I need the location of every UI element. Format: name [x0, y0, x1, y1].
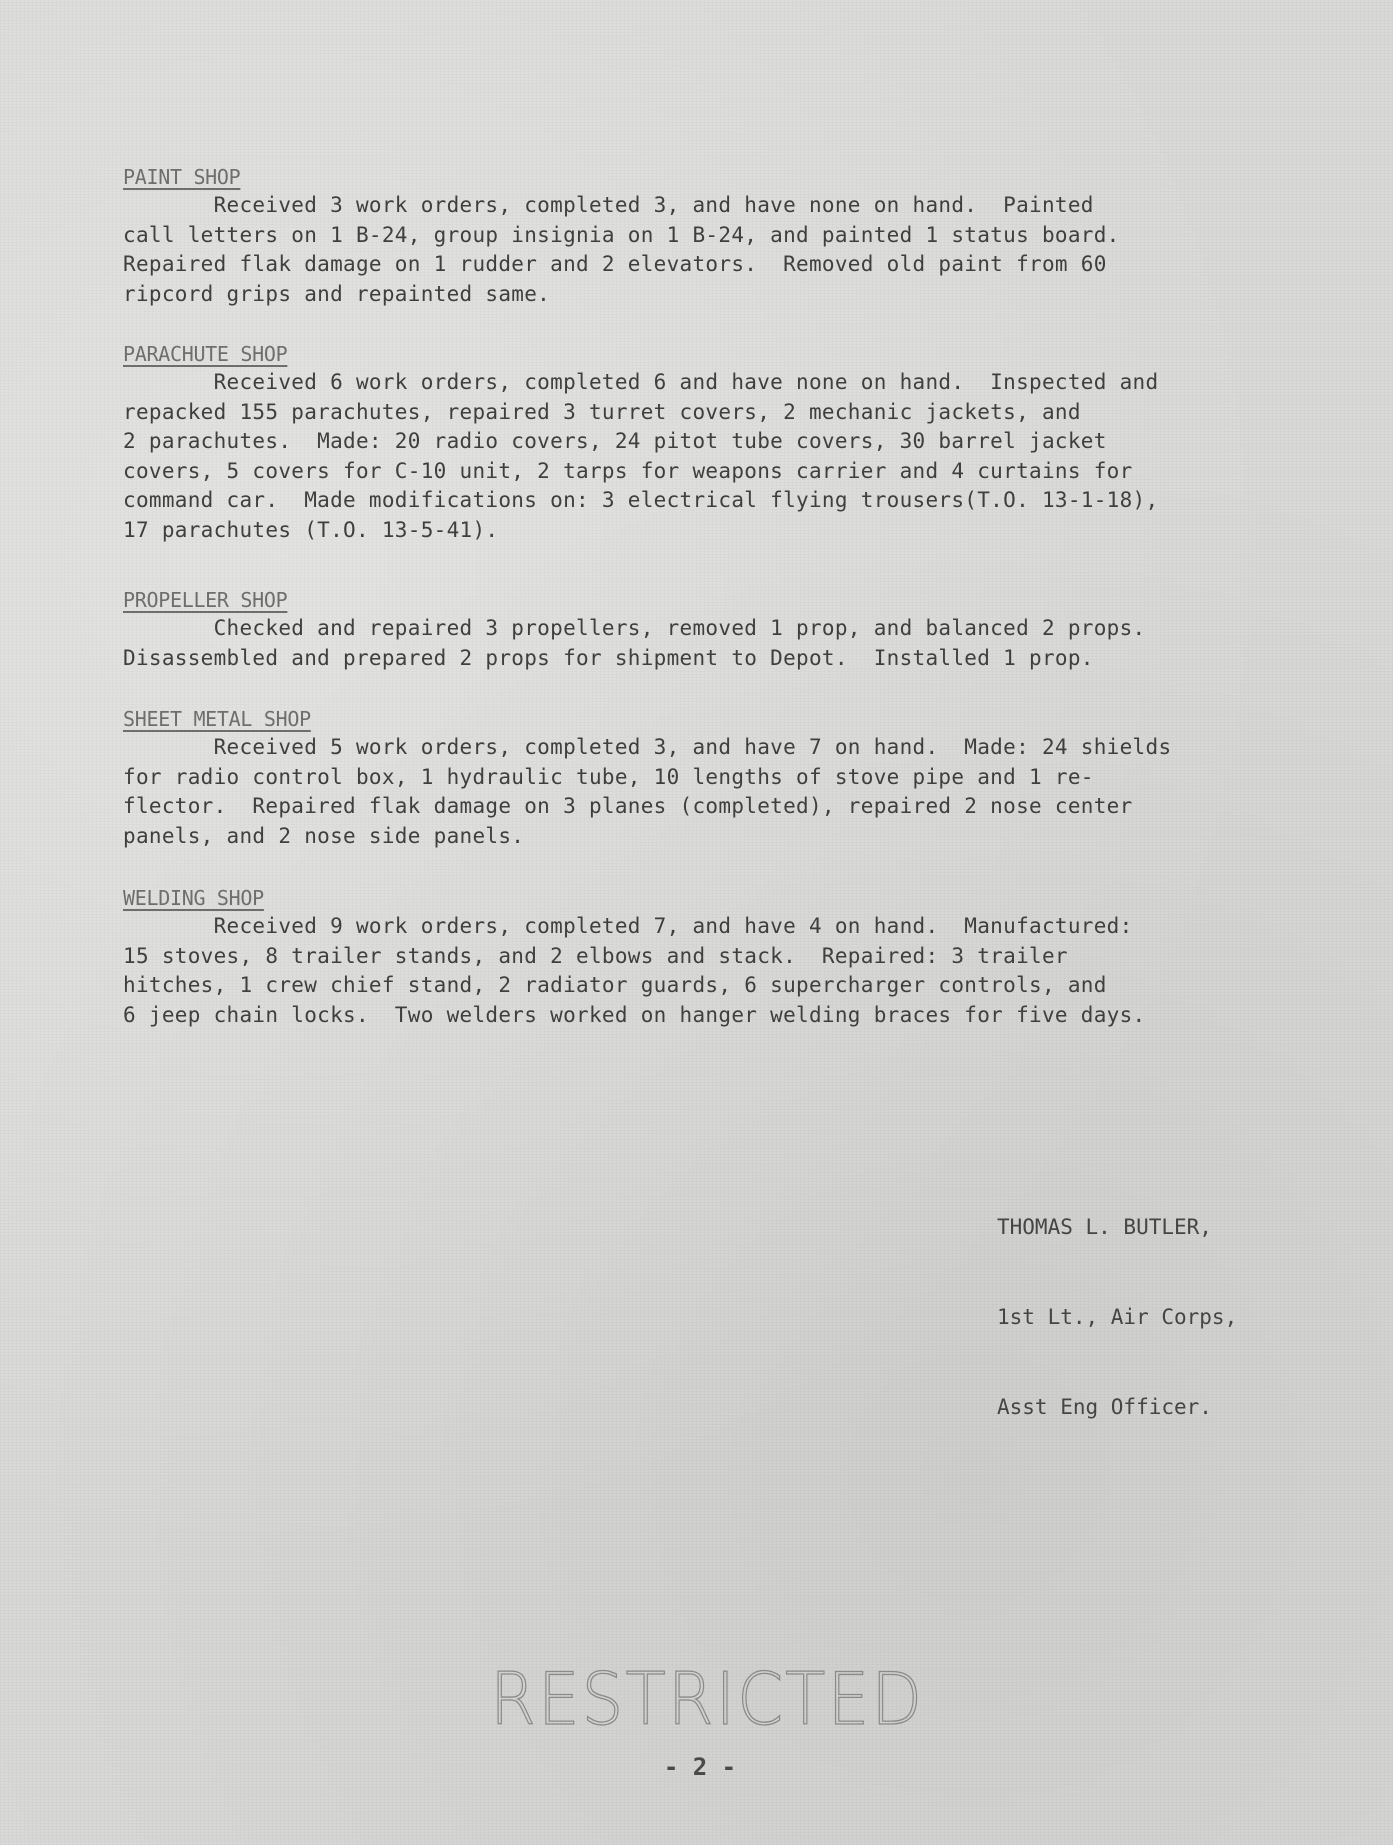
section-parachute-shop: [123, 340, 1323, 545]
section-body: Received 9 work orders, completed 7, and have 4 on hand. Manufactured: 15 stoves, 8 trailer stands, and 2 elbows and stack. Repaired: 3 trailer hitches, 1 crew chief stand, 2 radiator guards, 6 supercharger controls, and 6 jeep chain locks. Two welders worked on hanger welding braces for five days.: [123, 914, 1146, 1027]
section-body: Received 3 work orders, completed 3, and have none on hand. Painted call letters on 1 B-24, group insignia on 1 B-24, and painted 1 status board. Repaired flak damage on 1 rudder and 2 elevators. Removed old paint from 60 ripcord grips and repainted same.: [123, 193, 1120, 306]
restricted-stamp: RESTRICTED: [490, 1657, 925, 1742]
section-body: Checked and repaired 3 propellers, removed 1 prop, and balanced 2 props. Disassembled and prepared 2 props for shipment to Depot. Installed 1 prop.: [123, 616, 1146, 670]
section-heading: PAINT SHOP: [123, 165, 241, 189]
signature-name: THOMAS L. BUTLER,: [997, 1215, 1212, 1239]
signature-title: Asst Eng Officer.: [997, 1395, 1212, 1419]
section-welding-shop: [123, 884, 1323, 1030]
section-heading: PROPELLER SHOP: [123, 588, 288, 612]
section-body: Received 6 work orders, completed 6 and have none on hand. Inspected and repacked 155 parachutes, repaired 3 turret covers, 2 mechanic jackets, and 2 parachutes. Made: 20 radio covers, 24 pitot tube covers, 30 barrel jacket covers, 5 covers for C-10 unit, 2 tarps for weapons carrier and 4 curtains for command car. Made modifications on: 3 electrical flying trousers(T.O. 13-1-18), 17 parachutes (T.O. 13-5-41).: [123, 370, 1159, 542]
section-sheet-metal-shop: [123, 705, 1323, 851]
page-number: - 2 -: [663, 1753, 737, 1781]
signature-rank: 1st Lt., Air Corps,: [997, 1305, 1238, 1329]
section-heading: WELDING SHOP: [123, 886, 264, 910]
section-heading: SHEET METAL SHOP: [123, 707, 311, 731]
section-heading: PARACHUTE SHOP: [123, 342, 288, 366]
section-propeller-shop: [123, 586, 1323, 673]
signature-block: [997, 1152, 1237, 1482]
section-body: Received 5 work orders, completed 3, and have 7 on hand. Made: 24 shields for radio control box, 1 hydraulic tube, 10 lengths of stove pipe and 1 re- flector. Repaired flak damage on 3 planes (completed), repaired 2 nose center panels, and 2 nose side panels.: [123, 735, 1172, 848]
section-paint-shop: [123, 163, 1323, 309]
